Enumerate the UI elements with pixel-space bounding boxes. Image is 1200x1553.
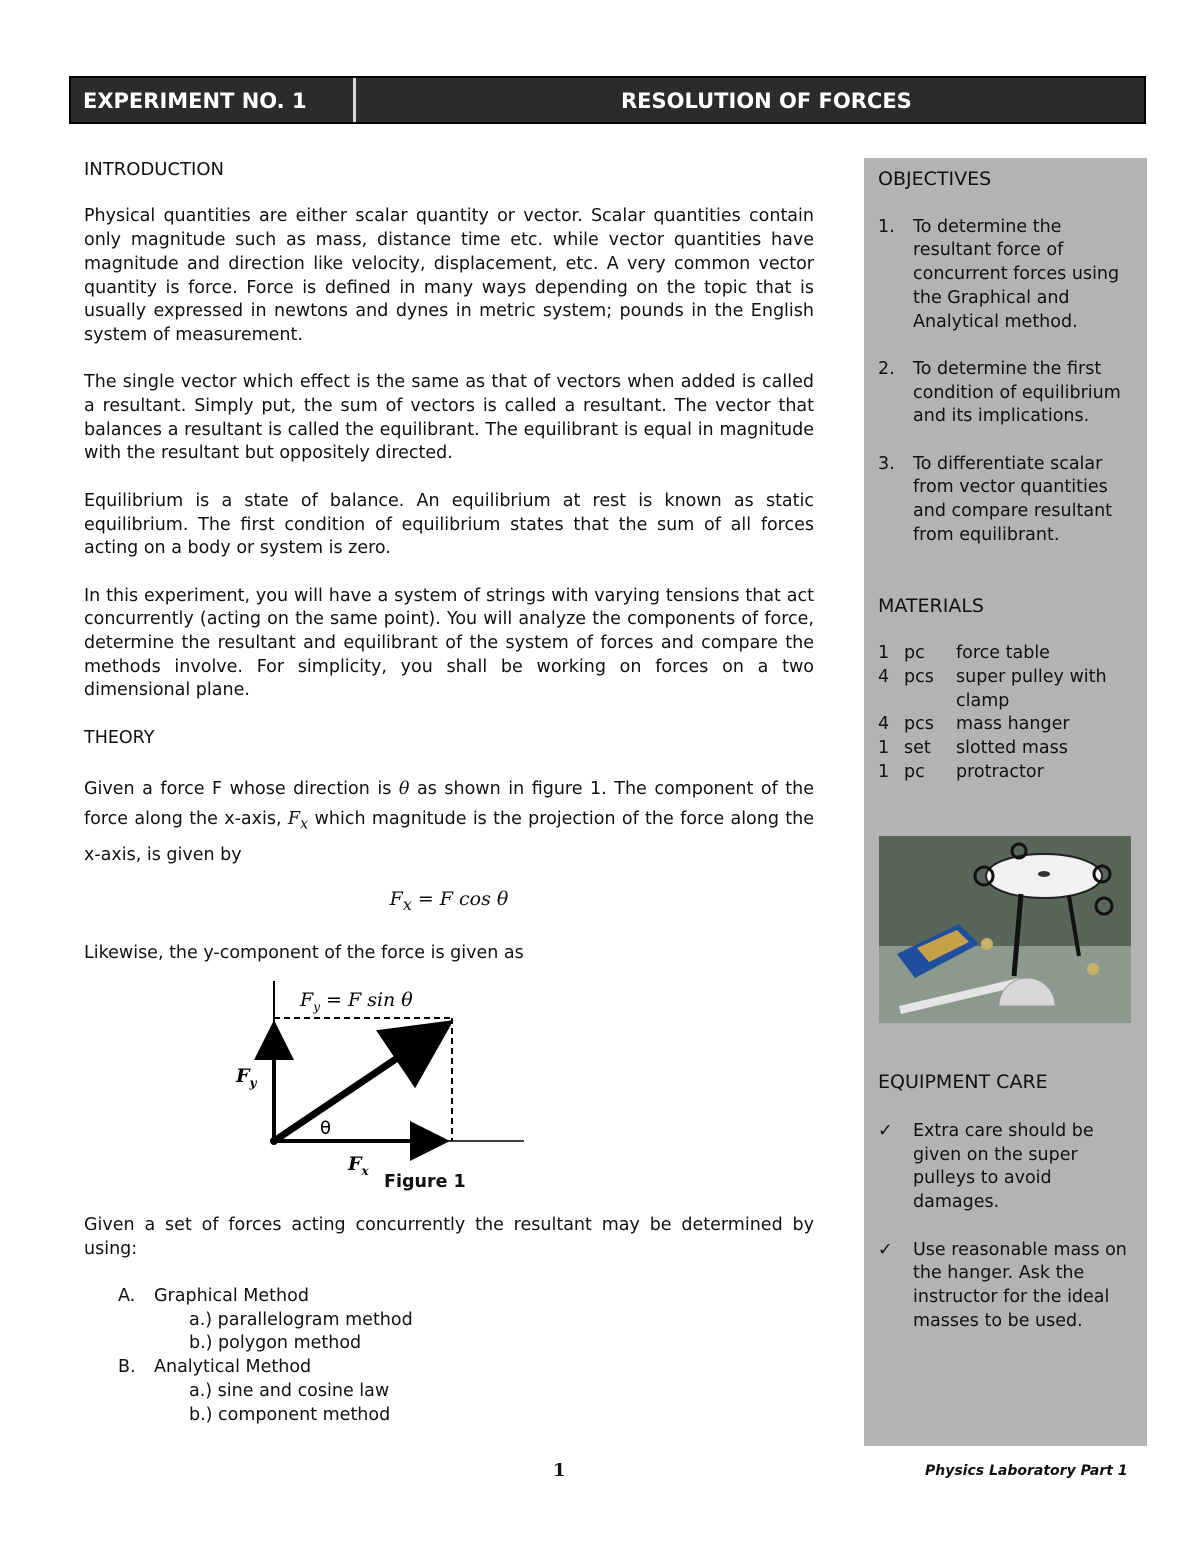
equation-fx: $F_x = F$ cos θ [389,887,509,914]
main-content [84,158,814,1427]
force-components-diagram [224,976,624,1176]
method-sub-item: b.) polygon method [189,1333,362,1354]
experiment-header [69,76,1146,124]
material-item: 4 pcs mass hanger [878,714,1070,735]
materials-heading: MATERIALS [878,594,984,617]
equipment-care-heading: EQUIPMENT CARE [878,1071,1048,1093]
fx-label: $F_x$ [348,1152,369,1176]
page-number: 1 [553,1460,566,1481]
fy-label: $F_y$ [236,1064,257,1090]
objective-item: 1. To determine the resultant force of concurrent forces using the Graphical and Analytical method. [878,216,1120,332]
force-table-photo [879,836,1131,1023]
intro-paragraph-4: In this experiment, you will have a system of strings with varying tensions that act concurrently (acting on the same point). You will analyze the components of force, determine the resultant and equilibrant of the system of forces and compare the methods involve. For simplicity, you shall be working on forces on a two dimensional plane. [84,585,814,701]
origin-point [270,1137,278,1145]
methods-list [84,1285,814,1427]
check-icon: ✓ [878,1239,893,1260]
method-item: B. Analytical Method [118,1357,312,1378]
figure-1 [84,976,814,1214]
center-pin [1038,871,1050,877]
theory-heading: THEORY [84,727,155,748]
force-vector-arrow [274,1028,442,1141]
intro-paragraph-3: Equilibrium is a state of balance. An equilibrium at rest is known as static equilibrium. The first condition of equilibrium states that the sum of all forces acting on a body or system is zero. [84,490,814,559]
method-sub-item: a.) parallelogram method [189,1309,413,1330]
objectives-heading: OBJECTIVES [878,168,992,190]
method-item: A. Graphical Method [118,1285,309,1306]
hanger-mass [1087,963,1099,975]
theory-paragraph-1: Given a force F whose direction is θ as shown in figure 1. The component of the force along the x-axis, $F_x$ which magnitude is the projection of the force along the x-axis, is given by [84,779,815,865]
theory-paragraph-3: Given a set of forces acting concurrently the resultant may be determined by using: [84,1214,814,1259]
equation-fy: $F_y = F$ sin θ [300,988,413,1014]
footer-title: Physics Laboratory Part 1 [925,1463,1128,1479]
hanger-mass [981,938,993,950]
experiment-number: EXPERIMENT NO. 1 [83,89,307,113]
header-divider [353,78,356,122]
intro-paragraph-1: Physical quantities are either scalar quantity or vector. Scalar quantities contain only magnitude such as mass, distance time etc. while vector quantities have magnitude and direction like velocity, displacement, etc. A very common vector quantity is force. Force is defined in many ways depending on the topic that is usually expressed in newtons and dynes in metric system; pounds in the English system of measurement. [84,206,814,345]
method-sub-item: a.) sine and cosine law [189,1380,390,1401]
figure-caption: Figure 1 [384,1171,466,1192]
theory-paragraph-2: Likewise, the y-component of the force is given as [84,943,524,964]
material-item: 4 pcs super pulley with clamp [878,666,1107,711]
objective-item: 2. To determine the first condition of equilibrium and its implications. [878,358,1121,427]
experiment-title: RESOLUTION OF FORCES [621,89,912,113]
check-icon: ✓ [878,1121,893,1141]
introduction-heading: INTRODUCTION [84,159,224,180]
method-sub-item: b.) component method [189,1404,391,1425]
sidebar [864,158,1147,1446]
care-item: ✓ Extra care should be given on the super pulleys to avoid damages. [878,1120,1136,1215]
objective-item: 3. To differentiate scalar from vector quantities and compare resultant from equilibrant. [878,453,1113,545]
care-item: ✓ Use reasonable mass on the hanger. Ask the instructor for the ideal masses to be used. [878,1239,1136,1334]
intro-paragraph-2: The single vector which effect is the same as that of vectors when added is called a resultant. Simply put, the sum of vectors is called a resultant. The vector that balances a resultant is called the equilibrant. The equilibrant is equal in magnitude with the resultant but oppositely directed. [84,372,814,464]
material-item: 1 set slotted mass [878,738,1068,759]
material-item: 1 pc protractor [878,761,1044,782]
material-item: 1 pc force table [878,643,1050,664]
theta-label: θ [320,1117,332,1139]
